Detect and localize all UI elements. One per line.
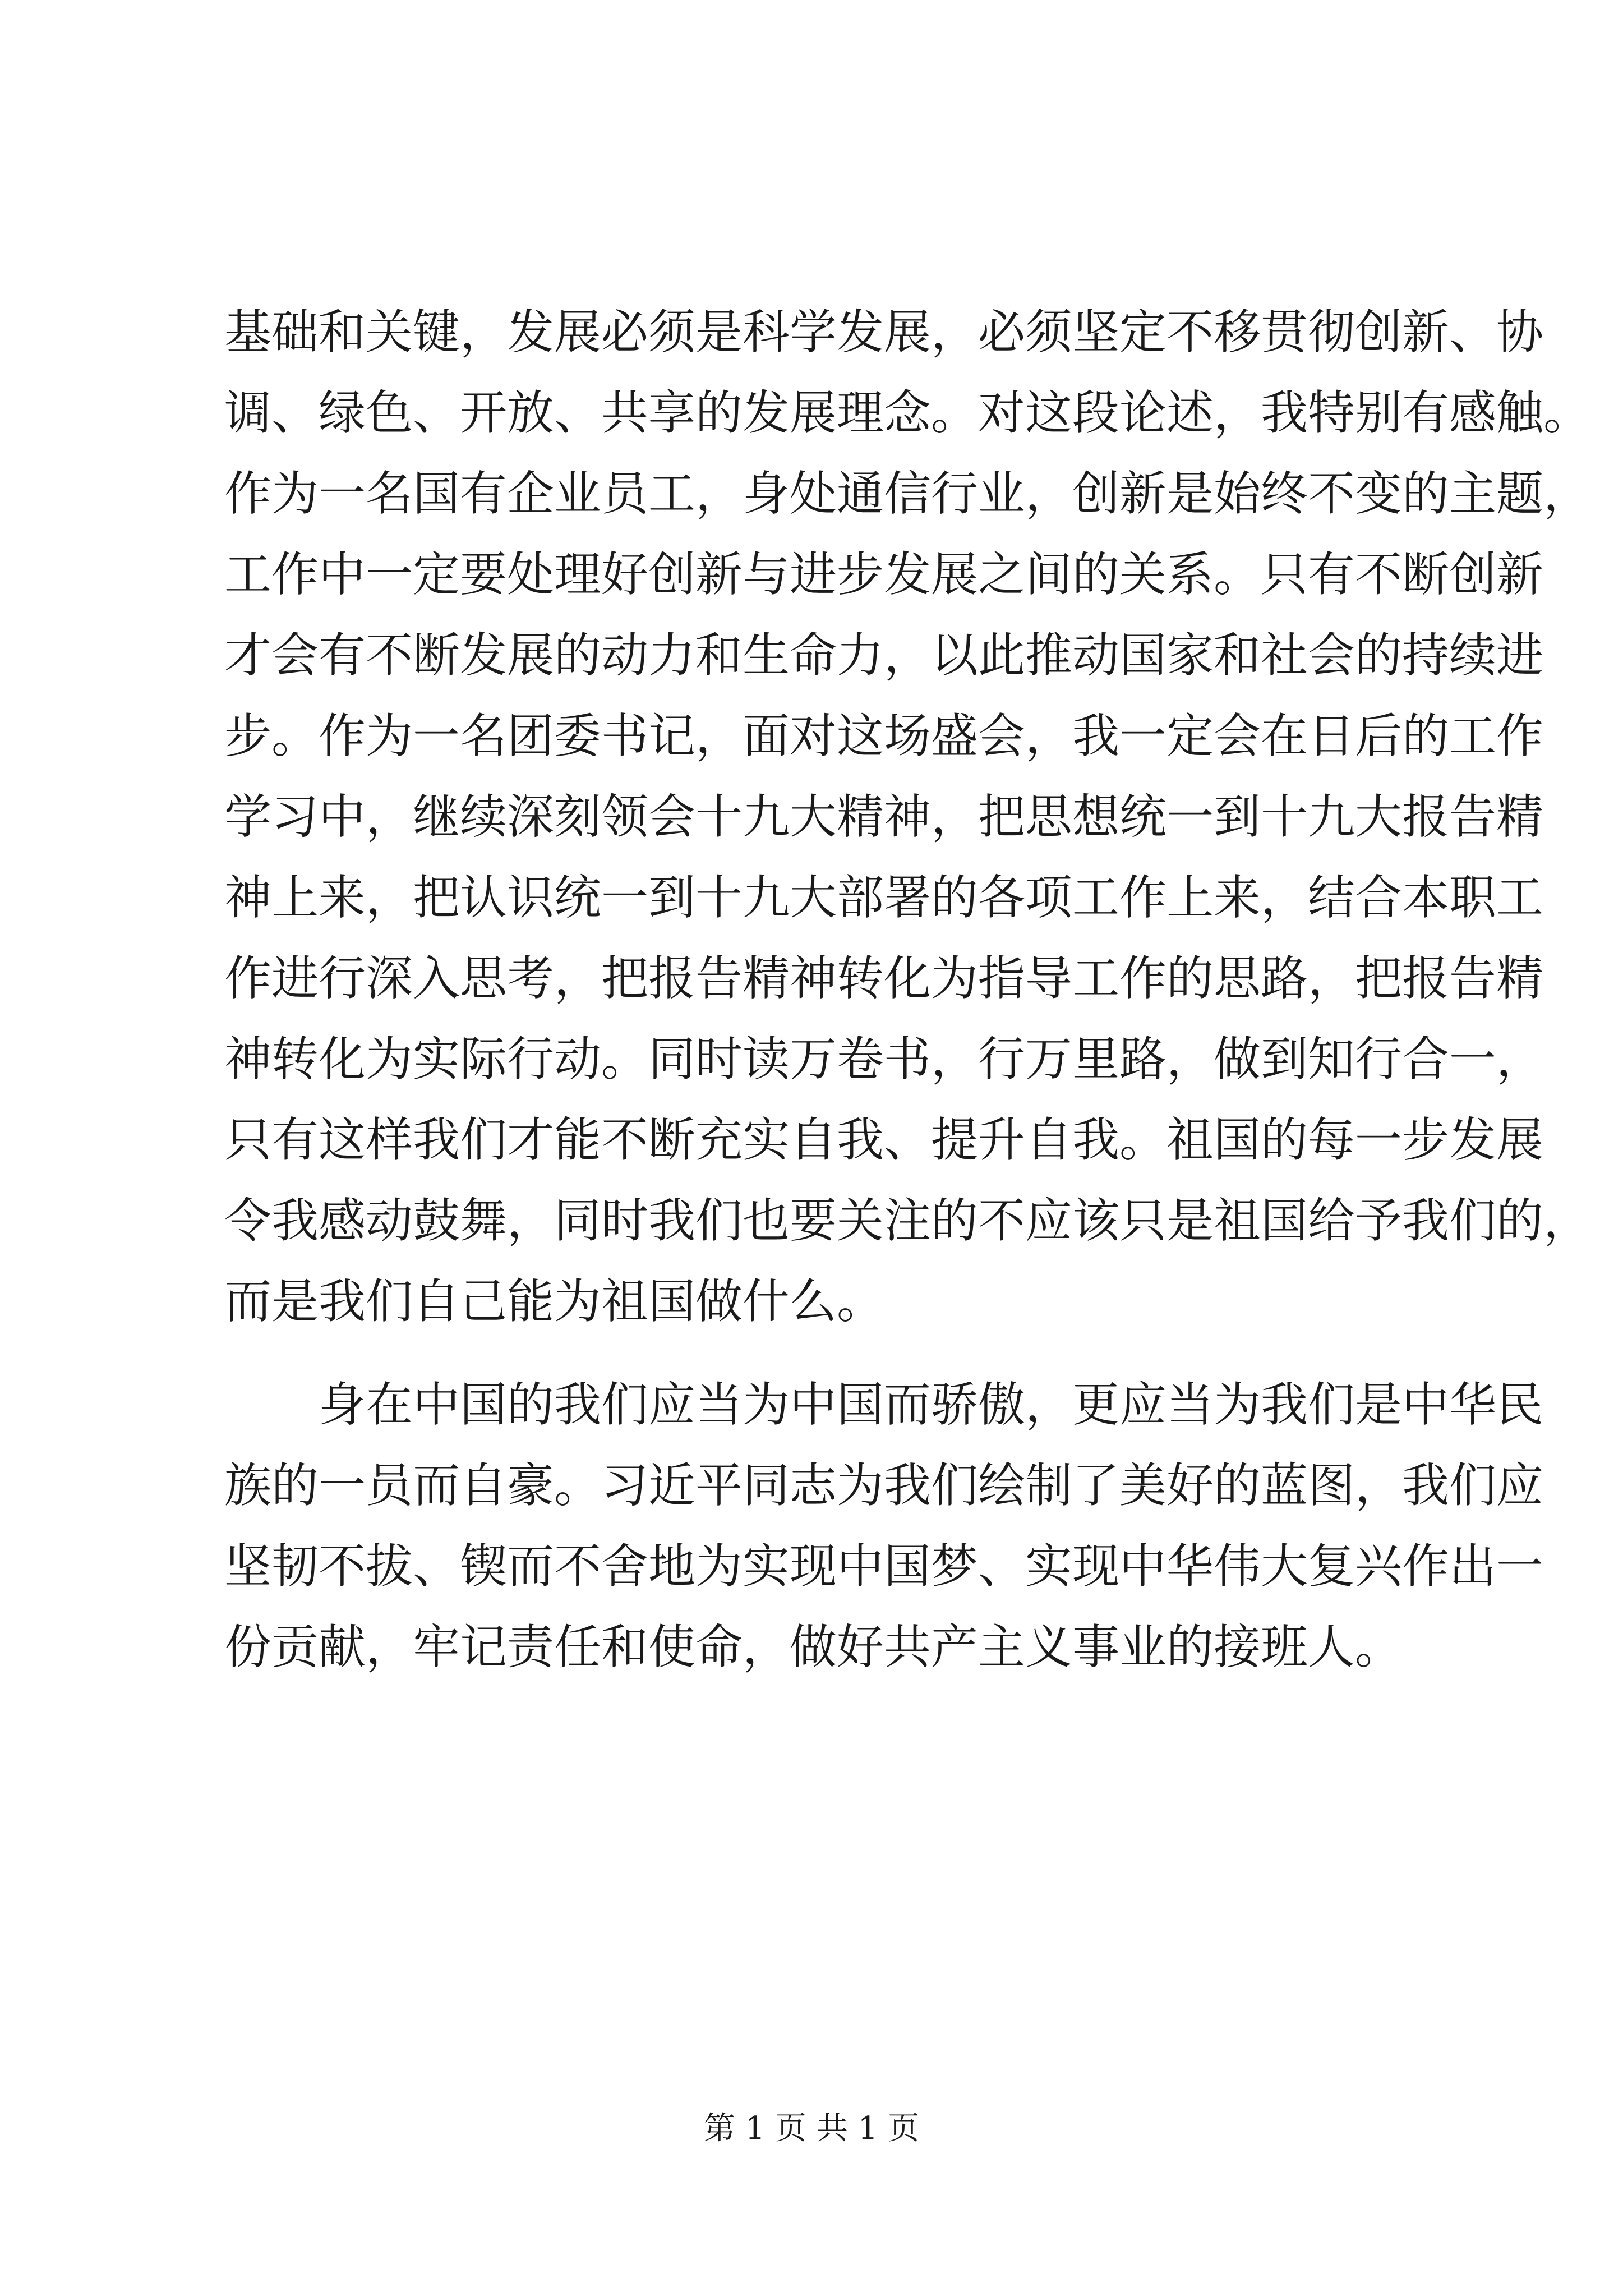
- paragraph-line: 作进行深入思考，把报告精神转化为指导工作的思路，把报告精: [224, 951, 1544, 1006]
- paragraph-1: [224, 292, 1591, 1342]
- paragraph-line: 只有这样我们才能不断充实自我、提升自我。祖国的每一步发展: [224, 1112, 1544, 1167]
- paragraph-line: 工作中一定要处理好创新与进步发展之间的关系。只有不断创新: [224, 547, 1544, 602]
- page-number-label: 第 1 页 共 1 页: [703, 2110, 920, 2147]
- paragraph-line: 学习中，继续深刻领会十九大精神，把思想统一到十九大报告精: [224, 789, 1544, 844]
- paragraph-line: 步。作为一名团委书记，面对这场盛会，我一定会在日后的工作: [224, 708, 1544, 763]
- page-footer: [0, 2109, 1623, 2148]
- paragraph-line: 作为一名国有企业员工，身处通信行业，创新是始终不变的主题，: [224, 466, 1591, 521]
- paragraph-line: 坚韧不拔、锲而不舍地为实现中国梦、实现中华伟大复兴作出一: [224, 1539, 1544, 1594]
- paragraph-spacer: [224, 1342, 1430, 1364]
- paragraph-line: 而是我们自己能为祖国做什么。: [224, 1274, 884, 1329]
- paragraph-line: 神转化为实际行动。同时读万卷书，行万里路，做到知行合一，: [224, 1032, 1544, 1087]
- paragraph-line: 神上来，把认识统一到十九大部署的各项工作上来，结合本职工: [224, 870, 1544, 925]
- paragraph-line: 调、绿色、开放、共享的发展理念。对这段论述，我特别有感触。: [224, 385, 1591, 440]
- paragraph-line: 才会有不断发展的动力和生命力，以此推动国家和社会的持续进: [224, 628, 1544, 683]
- paragraph-line: 令我感动鼓舞，同时我们也要关注的不应该只是祖国给予我们的，: [224, 1193, 1591, 1248]
- paragraph-line: 基础和关键，发展必须是科学发展，必须坚定不移贯彻创新、协: [224, 305, 1544, 360]
- paragraph-line: 身在中国的我们应当为中国而骄傲，更应当为我们是中华民: [319, 1377, 1544, 1432]
- document-body: [224, 292, 1591, 1687]
- paragraph-line: 族的一员而自豪。习近平同志为我们绘制了美好的蓝图，我们应: [224, 1458, 1544, 1513]
- paragraph-line: 份贡献，牢记责任和使命，做好共产主义事业的接班人。: [224, 1619, 1403, 1674]
- paragraph-2: [224, 1364, 1544, 1687]
